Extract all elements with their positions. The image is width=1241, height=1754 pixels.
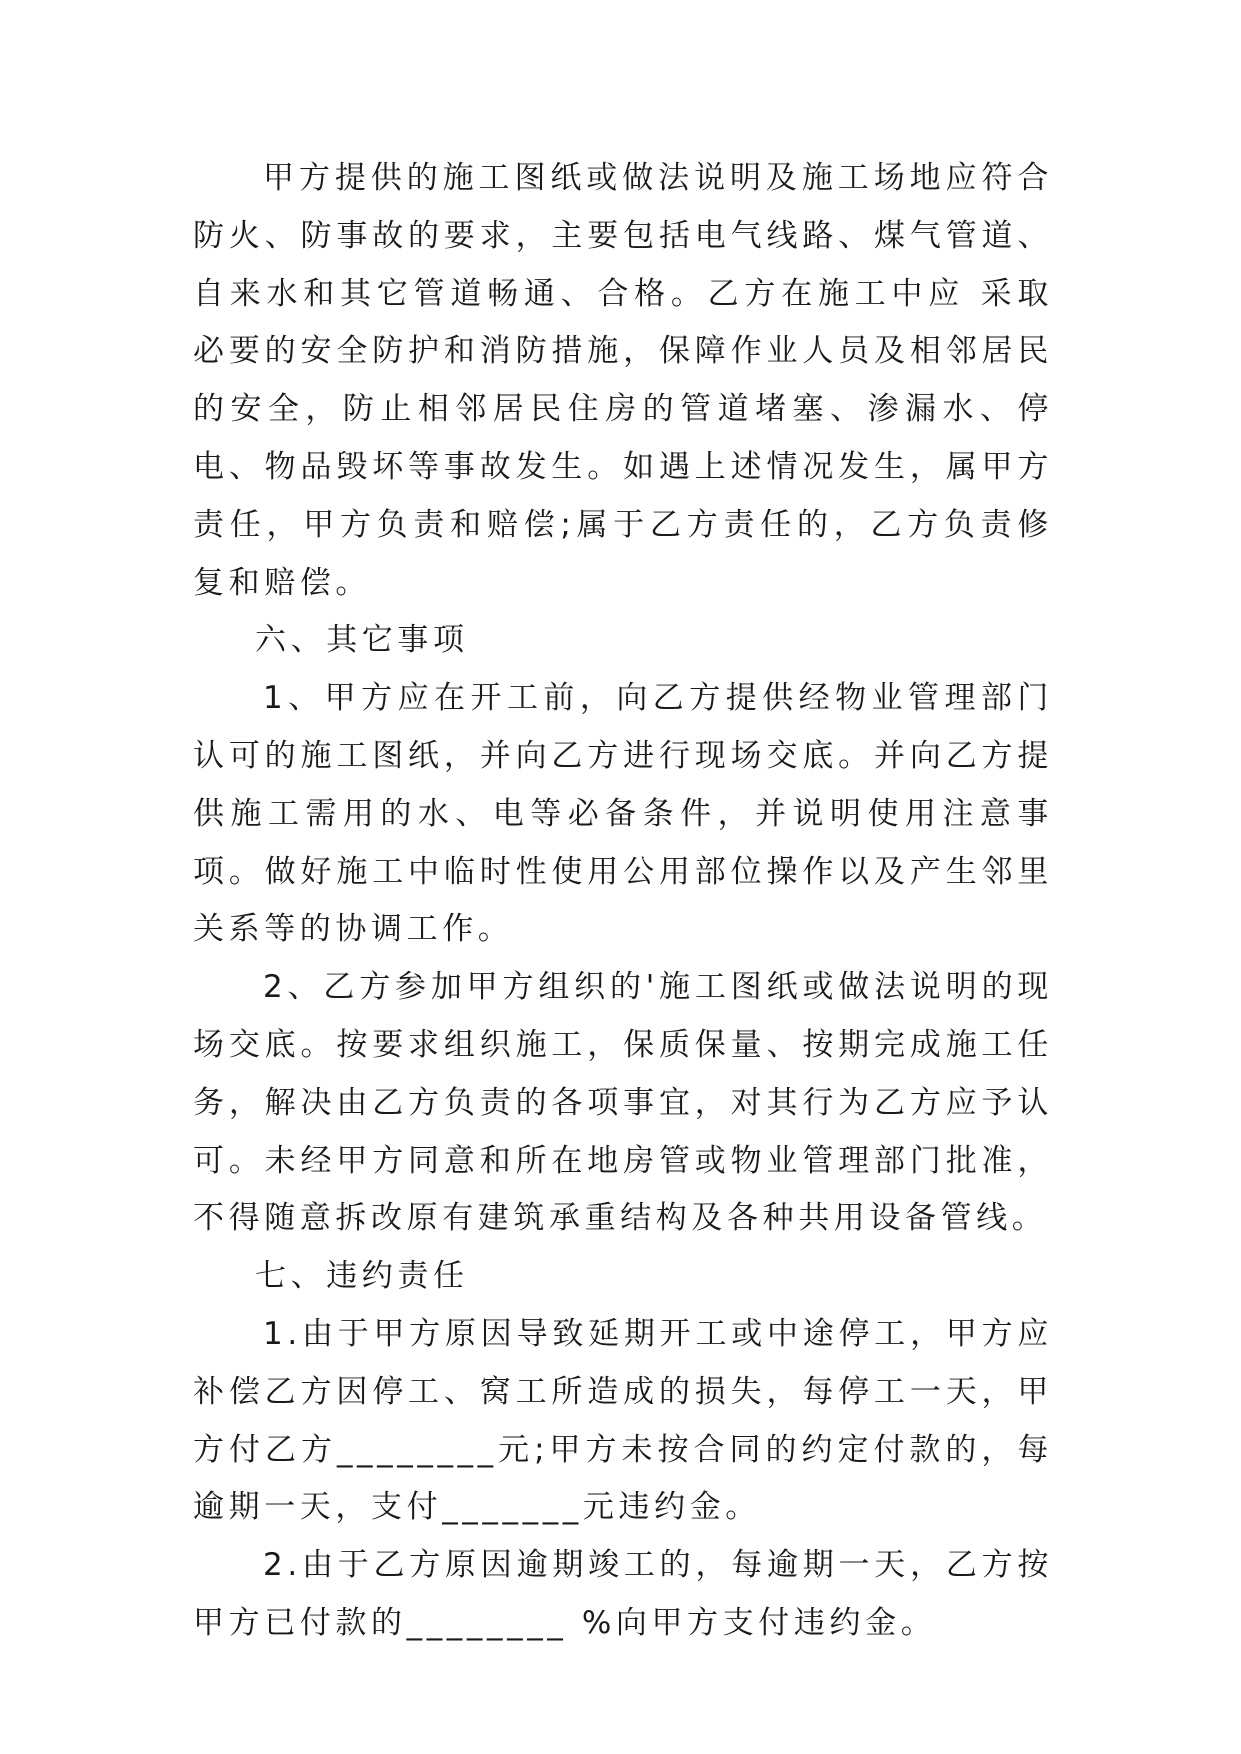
section-heading-other-matters: 六、其它事项	[255, 622, 469, 659]
paragraph-other-matters-1: 1、甲方应在开工前，向乙方提供经物业管理部门认可的施工图纸，并向乙方进行现场交底。并向乙方提供施工需用的水、电等必备条件，并说明使用注意事项。做好施工中临时性使用公用部位操作以及产生邻里关系等的协调工作。	[193, 680, 1053, 948]
section-heading-breach-liability: 七、违约责任	[255, 1258, 469, 1295]
paragraph-other-matters-2: 2、乙方参加甲方组织的'施工图纸或做法说明的现场交底。按要求组织施工，保质保量、按期完成施工任务，解决由乙方负责的各项事宜，对其行为乙方应予认可。未经甲方同意和所在地房管或物业管理部门批准，不得随意拆改原有建筑承重结构及各种共用设备管线。	[193, 969, 1053, 1237]
paragraph-breach-liability-1: 1.由于甲方原因导致延期开工或中途停工，甲方应补偿乙方因停工、窝工所造成的损失，每停工一天，甲方付乙方________元;甲方未按合同的约定付款的，每逾期一天，支付_______元违约金。	[193, 1315, 1053, 1526]
paragraph-safety-requirements: 甲方提供的施工图纸或做法说明及施工场地应符合防火、防事故的要求，主要包括电气线路、煤气管道、自来水和其它管道畅通、合格。乙方在施工中应 采取必要的安全防护和消防措施，保障作业人员及相邻居民的安全，防止相邻居民住房的管道堵塞、渗漏水、停电、物品毁坏等事故发生。如遇上述情况发生，属甲方责任，甲方负责和赔偿;属于乙方责任的，乙方负责修复和赔偿。	[193, 160, 1053, 601]
paragraph-breach-liability-2: 2.由于乙方原因逾期竣工的，每逾期一天，乙方按甲方已付款的________ %向甲方支付违约金。	[193, 1547, 1053, 1641]
document-body	[193, 150, 1053, 1653]
